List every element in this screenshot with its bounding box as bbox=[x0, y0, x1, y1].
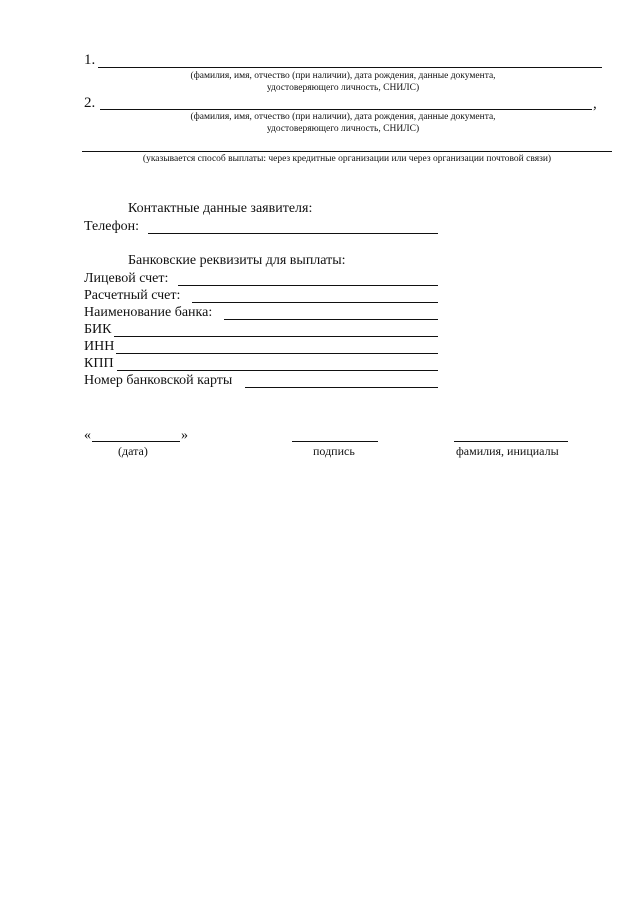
bank-name-line[interactable] bbox=[224, 319, 438, 320]
name-line[interactable] bbox=[454, 441, 568, 442]
item-2-caption-line2: удостоверяющего личность, СНИЛС) bbox=[266, 124, 420, 134]
signature-line[interactable] bbox=[292, 441, 378, 442]
phone-label: Телефон: bbox=[84, 219, 140, 234]
inn-label: ИНН bbox=[84, 339, 115, 354]
date-caption: (дата) bbox=[118, 444, 148, 458]
card-number-line[interactable] bbox=[245, 387, 438, 388]
payment-method-caption: (указывается способ выплаты: через кредитные организации или через организации почтовой связи) bbox=[142, 154, 552, 164]
item-2-caption-line1: (фамилия, имя, отчество (при наличии), дата рождения, данные документа, bbox=[190, 112, 496, 122]
item-1-line[interactable] bbox=[98, 67, 602, 68]
bank-heading: Банковские реквизиты для выплаты: bbox=[128, 253, 346, 268]
settlement-account-line[interactable] bbox=[192, 302, 438, 303]
item-1-number: 1. bbox=[84, 52, 96, 68]
item-1-caption-line2: удостоверяющего личность, СНИЛС) bbox=[266, 83, 420, 93]
card-number-label: Номер банковской карты bbox=[84, 373, 233, 388]
item-1-caption-line1: (фамилия, имя, отчество (при наличии), дата рождения, данные документа, bbox=[190, 71, 496, 81]
payment-method-line[interactable] bbox=[82, 151, 612, 152]
item-2-number: 2. bbox=[84, 95, 96, 111]
date-line[interactable] bbox=[92, 441, 180, 442]
kpp-label: КПП bbox=[84, 356, 114, 371]
personal-account-label: Лицевой счет: bbox=[84, 271, 169, 286]
bik-label: БИК bbox=[84, 322, 112, 337]
settlement-account-label: Расчетный счет: bbox=[84, 288, 181, 303]
phone-field-line[interactable] bbox=[148, 233, 438, 234]
bank-name-label: Наименование банка: bbox=[84, 305, 213, 320]
item-2-line[interactable] bbox=[100, 109, 592, 110]
date-quote-close: » bbox=[181, 428, 188, 443]
kpp-line[interactable] bbox=[117, 370, 438, 371]
inn-line[interactable] bbox=[116, 353, 438, 354]
contacts-heading: Контактные данные заявителя: bbox=[128, 201, 313, 216]
date-quote-open: « bbox=[84, 428, 91, 443]
personal-account-line[interactable] bbox=[178, 285, 438, 286]
bik-line[interactable] bbox=[114, 336, 438, 337]
item-2-comma: , bbox=[593, 96, 597, 112]
name-caption: фамилия, инициалы bbox=[456, 444, 559, 458]
signature-caption: подпись bbox=[313, 444, 355, 458]
